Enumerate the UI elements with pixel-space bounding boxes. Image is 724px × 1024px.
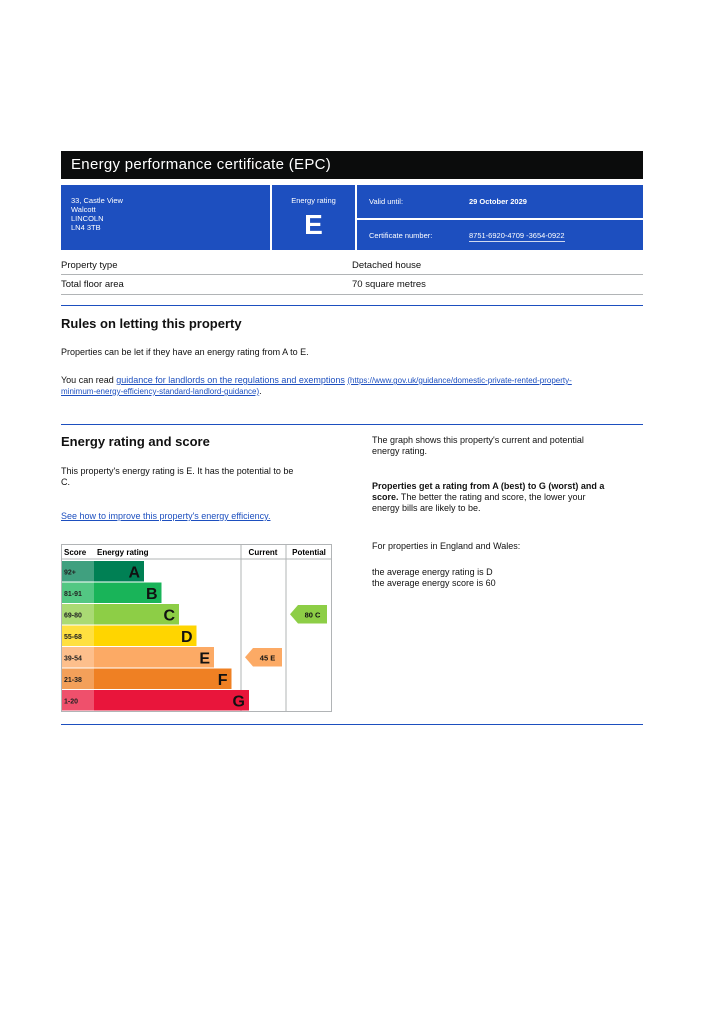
improve-efficiency-link[interactable]: See how to improve this property's energy efficiency. bbox=[61, 511, 271, 521]
band-range-g: 1-20 bbox=[64, 698, 79, 706]
band-range-e: 39-54 bbox=[64, 655, 82, 663]
score-paragraph bbox=[61, 466, 293, 488]
floor-area-label: Total floor area bbox=[61, 279, 124, 290]
address-line-2: Walcott bbox=[71, 205, 96, 214]
rating-explanation-bold-1: Properties get a rating from A (best) to G (worst) and a bbox=[372, 481, 605, 491]
valid-until-label: Valid until: bbox=[369, 197, 404, 206]
score-paragraph-line-1: This property's energy rating is E. It has the potential to be bbox=[61, 466, 294, 476]
section-divider bbox=[61, 305, 643, 306]
energy-rating-panel bbox=[272, 185, 355, 250]
valid-until-panel bbox=[357, 185, 643, 218]
band-letter-f: F bbox=[217, 671, 228, 689]
band-letter-a: A bbox=[128, 564, 140, 582]
property-type-label: Property type bbox=[61, 260, 118, 271]
address-line-1: 33, Castle View bbox=[71, 196, 123, 205]
divider bbox=[61, 294, 643, 295]
region-note: For properties in England and Wales: bbox=[372, 541, 521, 551]
guidance-prefix: You can read bbox=[61, 375, 117, 385]
score-heading: Energy rating and score bbox=[61, 434, 210, 449]
property-type-value: Detached house bbox=[352, 260, 422, 271]
divider bbox=[61, 274, 643, 275]
address-line-4: LN4 3TB bbox=[71, 223, 101, 232]
band-bar-g bbox=[94, 690, 249, 711]
band-bar-e bbox=[94, 647, 214, 668]
graph-description bbox=[372, 435, 584, 457]
average-score: the average energy score is 60 bbox=[372, 578, 496, 588]
address-line-3: LINCOLN bbox=[71, 214, 104, 223]
improve-paragraph bbox=[61, 511, 271, 522]
column-header-current: Current bbox=[248, 548, 278, 557]
column-header-score: Score bbox=[64, 548, 87, 557]
floor-area-value: 70 square metres bbox=[352, 279, 426, 290]
potential-rating-label: 80 C bbox=[304, 610, 321, 620]
rating-explanation-bold-2: score. bbox=[372, 492, 399, 502]
valid-until-value: 29 October 2029 bbox=[469, 197, 527, 206]
band-letter-g: G bbox=[232, 693, 245, 711]
band-bar-f bbox=[94, 669, 232, 690]
rules-paragraph: Properties can be let if they have an energy rating from A to E. bbox=[61, 347, 309, 357]
band-range-f: 21-38 bbox=[64, 676, 82, 684]
score-paragraph-line-2: C. bbox=[61, 477, 70, 487]
energy-rating-value: E bbox=[304, 209, 323, 240]
band-letter-e: E bbox=[199, 650, 210, 668]
certificate-number-label: Certificate number: bbox=[369, 231, 433, 240]
band-letter-b: B bbox=[145, 585, 158, 603]
band-range-b: 81-91 bbox=[64, 590, 82, 598]
rating-bands bbox=[62, 561, 249, 711]
energy-rating-chart bbox=[61, 544, 336, 714]
graph-description-line-1: The graph shows this property's current and potential bbox=[372, 435, 584, 445]
certificate-number-panel bbox=[357, 220, 643, 250]
landlord-guidance-link[interactable]: guidance for landlords on the regulations and exemptions bbox=[116, 375, 345, 385]
address-panel bbox=[61, 185, 270, 250]
guidance-url-part-1[interactable]: (https://www.gov.uk/guidance/domestic-private-rented-property- bbox=[347, 376, 572, 385]
guidance-paragraph bbox=[61, 375, 646, 397]
current-rating-label: 45 E bbox=[259, 653, 276, 663]
page-title: Energy performance certificate (EPC) bbox=[71, 156, 332, 173]
rating-explanation bbox=[372, 481, 647, 514]
section-divider bbox=[61, 424, 643, 425]
average-rating: the average energy rating is D bbox=[372, 567, 493, 577]
certificate-number-value: 8751-6920-4709 -3654-0922 bbox=[469, 231, 565, 240]
rules-heading: Rules on letting this property bbox=[61, 316, 242, 331]
rating-explanation-line-1: The better the rating and score, the lower your bbox=[398, 492, 586, 502]
rating-explanation-line-2: energy bills are likely to be. bbox=[372, 503, 481, 513]
average-values bbox=[372, 567, 496, 589]
band-range-c: 69-80 bbox=[64, 612, 82, 620]
energy-rating-label: Energy rating bbox=[291, 196, 336, 205]
certificate-title-bar bbox=[61, 151, 643, 179]
section-divider bbox=[61, 724, 643, 725]
band-letter-c: C bbox=[163, 607, 175, 625]
band-range-d: 55-68 bbox=[64, 633, 82, 641]
band-range-a: 92+ bbox=[64, 569, 76, 577]
band-letter-d: D bbox=[180, 628, 193, 646]
guidance-suffix: . bbox=[259, 386, 262, 396]
graph-description-line-2: energy rating. bbox=[372, 446, 428, 456]
guidance-url-part-2[interactable]: minimum-energy-efficiency-standard-landlord-guidance) bbox=[61, 387, 260, 396]
column-header-rating: Energy rating bbox=[97, 548, 149, 557]
column-header-potential: Potential bbox=[292, 548, 326, 557]
